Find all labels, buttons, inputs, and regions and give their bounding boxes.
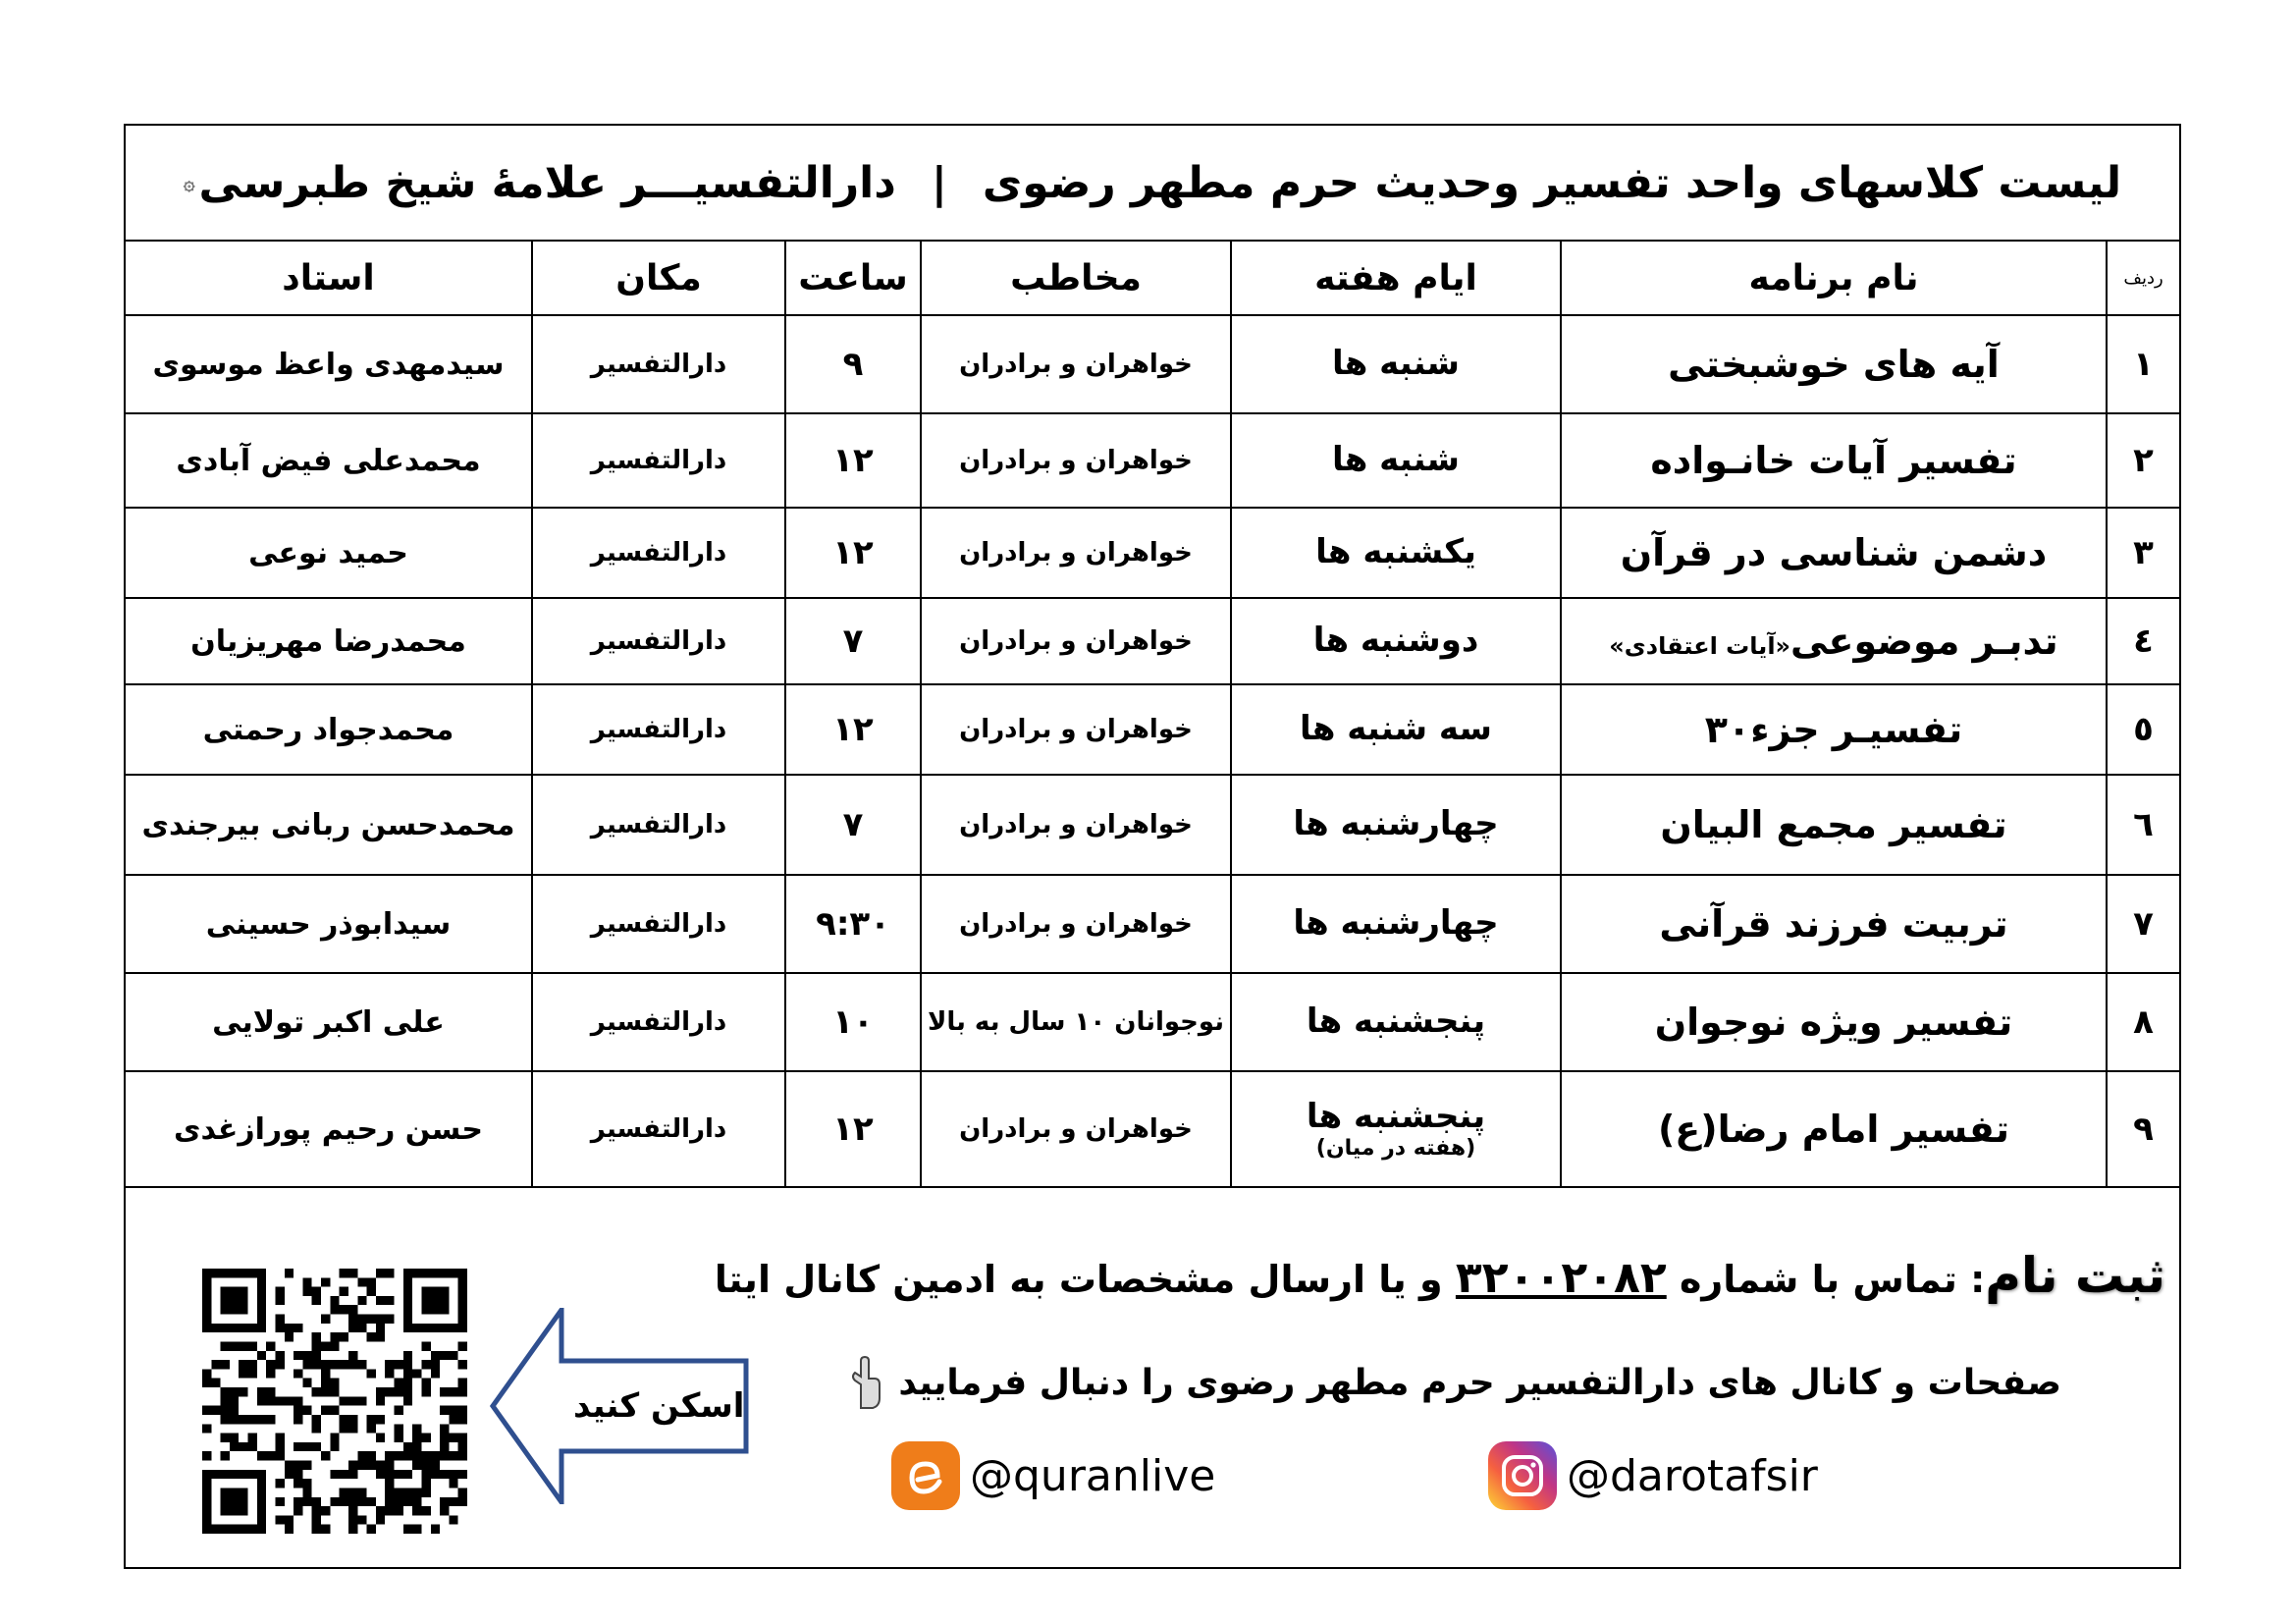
place: دارالتفسیر (532, 875, 785, 973)
weekdays (1231, 315, 1561, 413)
weekdays-text: چهارشنبه ها (1293, 903, 1499, 944)
audience: نوجوانان ۱۰ سال به بالا (921, 973, 1231, 1071)
time: ۱۲ (785, 508, 921, 598)
registration-text-1: : تماس با شماره (1666, 1258, 1986, 1301)
place: دارالتفسیر (532, 1071, 785, 1187)
place: دارالتفسیر (532, 775, 785, 875)
audience: خواهران و برادران (921, 1071, 1231, 1187)
table-header-row (126, 241, 2179, 315)
time: ۹ (785, 315, 921, 413)
place: دارالتفسیر (532, 973, 785, 1071)
table-row (126, 413, 2179, 508)
weekdays (1231, 775, 1561, 875)
place: دارالتفسیر (532, 684, 785, 775)
weekdays (1231, 508, 1561, 598)
teacher: سیدمهدی واعظ موسوی (126, 315, 532, 413)
weekdays-text: سه شنبه ها (1300, 709, 1492, 749)
weekdays (1231, 1071, 1561, 1187)
table-row (126, 684, 2179, 775)
title-institution: دارالتفسیـــر علامهٔ شیخ طبرسی (198, 157, 896, 208)
row-number: ٥ (2107, 684, 2179, 775)
schedule-table (126, 240, 2179, 1188)
program-name-text: دشمن شناسی در قرآن (1620, 531, 2048, 574)
program-name (1561, 973, 2107, 1071)
program-name-text: تفسیر ویژه نوجوان (1654, 1001, 2013, 1044)
row-number: ۱ (2107, 315, 2179, 413)
hand-pointing-icon (849, 1355, 882, 1410)
weekdays-text: چهارشنبه ها (1293, 804, 1499, 844)
title-main: لیست کلاسهای واحد تفسیر وحدیث حرم مطهر رضوی (982, 157, 2122, 208)
title-separator: | (931, 157, 947, 208)
header-time: ساعت (785, 241, 921, 315)
teacher: محمدرضا مهریزیان (126, 598, 532, 684)
weekdays (1231, 973, 1561, 1071)
program-name-text: تدبـر موضوعی (1790, 620, 2058, 663)
table-row (126, 1071, 2179, 1187)
audience: خواهران و برادران (921, 508, 1231, 598)
audience: خواهران و برادران (921, 875, 1231, 973)
program-name-text: تربیت فرزند قرآنی (1659, 902, 2008, 946)
place: دارالتفسیر (532, 315, 785, 413)
program-name (1561, 684, 2107, 775)
row-number: ۷ (2107, 875, 2179, 973)
registration-label: ثبت نام (1985, 1247, 2165, 1304)
time: ۷ (785, 775, 921, 875)
place: دارالتفسیر (532, 598, 785, 684)
teacher: سیدابوذر حسینی (126, 875, 532, 973)
weekdays-text: دوشنبه ها (1312, 621, 1479, 661)
scan-label: اسکن کنید (573, 1386, 745, 1426)
weekdays-text: یکشنبه ها (1315, 532, 1476, 572)
table-row (126, 508, 2179, 598)
header-place: مکان (532, 241, 785, 315)
phone-number[interactable]: ۳۲۰۰۲۰۸۲ (1455, 1253, 1667, 1303)
teacher: حسن رحیم پورازغدی (126, 1071, 532, 1187)
registration-info (715, 1247, 2165, 1304)
table-row (126, 598, 2179, 684)
row-number: ۸ (2107, 973, 2179, 1071)
time: ۱۲ (785, 1071, 921, 1187)
row-number: ۳ (2107, 508, 2179, 598)
honorific-mark: ۞ (183, 171, 195, 194)
time: ۷ (785, 598, 921, 684)
teacher: محمدعلی فیض آبادی (126, 413, 532, 508)
header-weekdays: ایام هفته (1231, 241, 1561, 315)
table-row (126, 775, 2179, 875)
place: دارالتفسیر (532, 413, 785, 508)
weekdays-text: پنجشنبه ها (1306, 1001, 1486, 1042)
header-audience: مخاطب (921, 241, 1231, 315)
weekdays (1231, 875, 1561, 973)
header-program-name: نام برنامه (1561, 241, 2107, 315)
teacher: محمدحسن ربانی بیرجندی (126, 775, 532, 875)
audience: خواهران و برادران (921, 775, 1231, 875)
weekdays (1231, 684, 1561, 775)
program-name-text: تفسیر مجمع البیان (1660, 803, 2007, 846)
program-name (1561, 508, 2107, 598)
weekdays-text: پنجشنبه ها (1306, 1096, 1486, 1136)
eitaa-link[interactable] (891, 1441, 1215, 1510)
follow-line (849, 1355, 2061, 1410)
place: دارالتفسیر (532, 508, 785, 598)
instagram-link[interactable] (1488, 1441, 1818, 1510)
row-number: ٦ (2107, 775, 2179, 875)
table-row (126, 315, 2179, 413)
program-name (1561, 413, 2107, 508)
program-name-text: تفسیر آیات خانـواده (1650, 439, 2017, 482)
time: ۹:۳۰ (785, 875, 921, 973)
weekdays-note: (هفته در میان) (1315, 1135, 1476, 1161)
follow-text: صفحات و کانال های دارالتفسیر حرم مطهر رضوی را دنبال فرمایید (898, 1362, 2061, 1403)
qr-code[interactable] (202, 1269, 467, 1534)
footer (126, 1190, 2179, 1569)
program-name (1561, 875, 2107, 973)
time: ۱۰ (785, 973, 921, 1071)
weekdays-text: شنبه ها (1332, 440, 1460, 480)
time: ۱۲ (785, 413, 921, 508)
header-row-number: ردیف (2107, 241, 2179, 315)
weekdays (1231, 598, 1561, 684)
teacher: حمید نوعی (126, 508, 532, 598)
audience: خواهران و برادران (921, 598, 1231, 684)
teacher: محمدجواد رحمتی (126, 684, 532, 775)
weekdays (1231, 413, 1561, 508)
time: ۱۲ (785, 684, 921, 775)
eitaa-handle: @quranlive (970, 1450, 1216, 1501)
row-number: ٤ (2107, 598, 2179, 684)
eitaa-icon (891, 1441, 960, 1510)
program-name-text: تفسیر امام رضا(ع) (1657, 1108, 2010, 1151)
registration-text-2: و یا ارسال مشخصات به ادمین کانال ایتا (714, 1258, 1456, 1301)
page-title (126, 126, 2179, 242)
schedule-frame (124, 124, 2181, 1569)
audience: خواهران و برادران (921, 413, 1231, 508)
row-number: ۲ (2107, 413, 2179, 508)
program-name (1561, 775, 2107, 875)
header-teacher: استاد (126, 241, 532, 315)
program-name-text: تفسیـر جزء۳۰ (1704, 708, 1963, 751)
table-row (126, 973, 2179, 1071)
instagram-handle: @darotafsir (1567, 1450, 1818, 1501)
program-name-note: «آیات اعتقادی» (1609, 632, 1791, 660)
weekdays-text: شنبه ها (1332, 344, 1460, 384)
teacher: علی اکبر تولایی (126, 973, 532, 1071)
audience: خواهران و برادران (921, 684, 1231, 775)
table-row (126, 875, 2179, 973)
audience: خواهران و برادران (921, 315, 1231, 413)
instagram-icon (1488, 1441, 1557, 1510)
program-name (1561, 315, 2107, 413)
row-number: ۹ (2107, 1071, 2179, 1187)
program-name (1561, 598, 2107, 684)
program-name-text: آیه های خوشبختی (1668, 343, 2000, 386)
program-name (1561, 1071, 2107, 1187)
